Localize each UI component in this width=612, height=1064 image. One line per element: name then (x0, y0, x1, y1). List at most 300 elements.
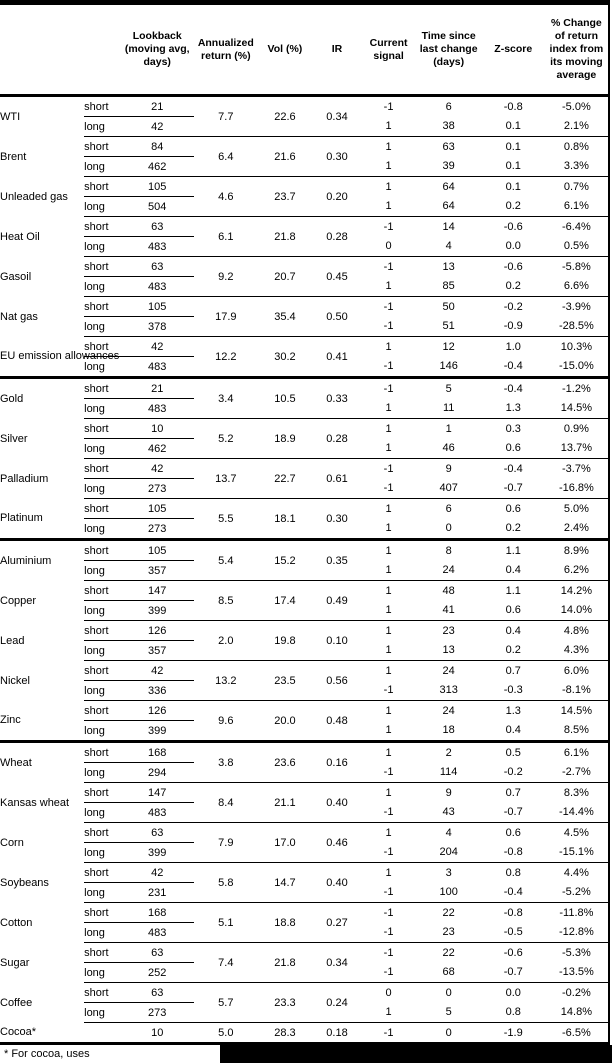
commodity-name: Silver (0, 432, 28, 445)
commodity-name: Platinum (0, 512, 43, 525)
footnote: * For cocoa, uses (0, 1045, 220, 1063)
lookback-value: 462 (120, 157, 194, 177)
annualized-return-value: 2.0 (194, 621, 257, 661)
pct-change-value: 4.4% (545, 863, 609, 883)
commodity-name: Wheat (0, 742, 84, 783)
time-since-value: 14 (416, 217, 482, 237)
leg-label: long (84, 1003, 120, 1023)
lookback-value: 273 (120, 1003, 194, 1023)
zscore-value: 0.8 (505, 1006, 521, 1019)
time-since-value: 313 (439, 684, 458, 697)
leg-label: long (84, 439, 120, 459)
time-since-value: 9 (416, 459, 482, 479)
leg-label: short (84, 581, 120, 601)
zscore-value: -0.6 (482, 217, 545, 237)
leg-label: long (84, 479, 120, 499)
table-row (0, 823, 609, 843)
lookback-value: 63 (120, 823, 194, 843)
ir-value: 0.48 (312, 701, 361, 742)
commodity-name: Unleaded gas (0, 190, 68, 203)
column-header-ir: IR (312, 3, 361, 96)
lookback-value: 42 (120, 863, 194, 883)
zscore-value: -0.3 (503, 684, 523, 697)
pct-change-value: 8.5% (563, 724, 589, 737)
pct-change-value: 2.1% (563, 120, 589, 133)
leg-label: long (84, 681, 120, 701)
lookback-value: 147 (120, 581, 194, 601)
signal-value: -1 (383, 766, 394, 779)
table-row (0, 661, 609, 681)
signal-value: 1 (362, 581, 416, 601)
commodity-name: Brent (0, 150, 27, 163)
column-header-pct-change: % Change of return index from its moving average (545, 3, 609, 96)
signal-value: 0 (385, 240, 392, 253)
zscore-value: 1.3 (482, 701, 545, 721)
commodity-name: Copper (0, 594, 37, 607)
leg-label: short (84, 177, 120, 197)
table-row (0, 943, 609, 963)
column-header-annualized-return: Annualized return (%) (194, 3, 257, 96)
zscore-value: 0.1 (482, 137, 545, 157)
pct-change-value: -3.7% (545, 459, 609, 479)
vol-value: 14.7 (257, 863, 312, 903)
pct-change-value: 6.0% (545, 661, 609, 681)
pct-change-value: 0.7% (545, 177, 609, 197)
lookback-value: 126 (120, 701, 194, 721)
time-since-value: 4 (416, 823, 482, 843)
pct-change-value: -8.1% (562, 684, 591, 697)
time-since-value: 407 (439, 482, 458, 495)
table-row (0, 96, 609, 117)
pct-change-value: -5.0% (562, 100, 591, 113)
zscore-value: -0.8 (482, 903, 545, 923)
pct-change-value: 4.5% (545, 823, 609, 843)
zscore-value: -0.4 (503, 360, 523, 373)
lookback-value: 336 (120, 681, 194, 701)
signal-value: 1 (385, 644, 392, 657)
vol-value: 10.5 (257, 378, 312, 419)
lookback-value: 357 (120, 641, 194, 661)
vol-value: 20.7 (257, 257, 312, 297)
time-since-value: 23 (442, 926, 455, 939)
annualized-return-value: 17.9 (194, 297, 257, 337)
leg-label: long (84, 117, 120, 137)
zscore-value: 0.4 (505, 724, 521, 737)
ir-value: 0.24 (312, 983, 361, 1023)
leg-label: short (84, 823, 120, 843)
signal-value: -1 (362, 217, 416, 237)
time-since-value: 22 (416, 903, 482, 923)
zscore-value: -0.9 (503, 320, 523, 333)
ir-value: 0.46 (312, 823, 361, 863)
signal-value: -1 (383, 482, 394, 495)
zscore-value: 0.0 (505, 240, 521, 253)
zscore-value: 0.6 (505, 442, 521, 455)
vol-value: 21.6 (257, 137, 312, 177)
table-row (0, 297, 609, 317)
leg-label: long (84, 519, 120, 540)
lookback-value: 252 (120, 963, 194, 983)
pct-change-value: -28.5% (558, 320, 594, 333)
zscore-value: 0.6 (482, 499, 545, 519)
lookback-value: 399 (120, 843, 194, 863)
leg-label: long (84, 763, 120, 783)
ir-value: 0.56 (312, 661, 361, 701)
annualized-return-value: 5.2 (194, 419, 257, 459)
table-row (0, 701, 609, 721)
signal-value: -1 (362, 459, 416, 479)
table-row (0, 419, 609, 439)
pct-change-value: -3.9% (545, 297, 609, 317)
pct-change-value: 4.8% (545, 621, 609, 641)
pct-change-value: -15.1% (558, 846, 594, 859)
time-since-value: 50 (416, 297, 482, 317)
annualized-return-value: 9.6 (194, 701, 257, 742)
lookback-value: 105 (120, 499, 194, 519)
vol-value: 18.9 (257, 419, 312, 459)
signal-value: 1 (385, 160, 392, 173)
pct-change-value: -6.4% (545, 217, 609, 237)
zscore-value: -0.8 (503, 846, 523, 859)
annualized-return-value: 5.5 (194, 499, 257, 540)
vol-value: 18.8 (257, 903, 312, 943)
time-since-value: 13 (416, 257, 482, 277)
time-since-value: 68 (442, 966, 455, 979)
pct-change-value: 6.1% (563, 200, 589, 213)
annualized-return-value: 4.6 (194, 177, 257, 217)
signal-value: 1 (385, 120, 392, 133)
lookback-value: 147 (120, 783, 194, 803)
pct-change-value: 0.8% (545, 137, 609, 157)
lookback-value: 105 (120, 297, 194, 317)
vol-value: 21.8 (257, 943, 312, 983)
table-row (0, 783, 609, 803)
lookback-value: 483 (120, 399, 194, 419)
time-since-value: 23 (416, 621, 482, 641)
annualized-return-value: 8.4 (194, 783, 257, 823)
commodity-name: Cotton (0, 916, 33, 929)
time-since-value: 8 (416, 540, 482, 561)
ir-value: 0.40 (312, 863, 361, 903)
annualized-return-value: 5.1 (194, 903, 257, 943)
annualized-return-value: 7.4 (194, 943, 257, 983)
zscore-value: 0.1 (482, 177, 545, 197)
ir-value: 0.27 (312, 903, 361, 943)
zscore-value: -0.7 (503, 806, 523, 819)
signal-value: 1 (362, 621, 416, 641)
signal-value: 1 (385, 724, 392, 737)
leg-label: short (84, 783, 120, 803)
lookback-value: 63 (120, 257, 194, 277)
vol-value: 30.2 (257, 337, 312, 378)
table-row (0, 217, 609, 237)
zscore-value: 0.2 (505, 522, 521, 535)
zscore-value: 1.3 (505, 402, 521, 415)
pct-change-value: 14.0% (560, 604, 592, 617)
ir-value: 0.28 (312, 419, 361, 459)
header-row (0, 3, 609, 96)
time-since-value: 12 (416, 337, 482, 357)
signal-value: -1 (362, 1023, 416, 1044)
pct-change-value: 14.2% (545, 581, 609, 601)
time-since-value: 51 (442, 320, 455, 333)
vol-value: 28.3 (257, 1023, 312, 1044)
leg-label: short (84, 943, 120, 963)
footer-redaction-bar (0, 1045, 612, 1063)
leg-label: long (84, 157, 120, 177)
commodity-name: Kansas wheat (0, 796, 70, 809)
column-header-commodity (0, 3, 84, 96)
lookback-value: 105 (120, 177, 194, 197)
signal-value: -1 (362, 903, 416, 923)
annualized-return-value: 3.8 (194, 742, 257, 783)
lookback-value: 168 (120, 903, 194, 923)
commodity-name: Sugar (0, 956, 30, 969)
pct-change-value: -1.2% (545, 378, 609, 399)
leg-label: long (84, 357, 120, 378)
lookback-value: 21 (120, 378, 194, 399)
lookback-value: 168 (120, 742, 194, 763)
vol-value: 19.8 (257, 621, 312, 661)
column-header-zscore: Z-score (482, 3, 545, 96)
table-row (0, 177, 609, 197)
signal-value: -1 (383, 360, 394, 373)
time-since-value: 114 (439, 766, 458, 779)
commodity-name: Palladium (0, 472, 49, 485)
pct-change-value: -2.7% (562, 766, 591, 779)
signal-value: 1 (362, 863, 416, 883)
pct-change-value: 14.5% (560, 402, 592, 415)
signal-value: -1 (383, 846, 394, 859)
zscore-value: 1.1 (482, 581, 545, 601)
column-header-time-since-last-change: Time since last change (days) (416, 3, 482, 96)
annualized-return-value: 5.7 (194, 983, 257, 1023)
leg-label: long (84, 803, 120, 823)
pct-change-value: -16.8% (558, 482, 594, 495)
table-row (0, 257, 609, 277)
annualized-return-value: 6.4 (194, 137, 257, 177)
table-body (0, 96, 609, 1044)
signal-value: 1 (362, 823, 416, 843)
table-row (0, 540, 609, 561)
annualized-return-value: 6.1 (194, 217, 257, 257)
leg-label: short (84, 540, 120, 561)
vol-value: 23.7 (257, 177, 312, 217)
pct-change-value: -5.2% (562, 886, 591, 899)
commodity-name: Zinc (0, 714, 21, 727)
table-row (0, 742, 609, 763)
commodity-name: EU emission allowances (0, 350, 120, 363)
table-row (0, 1023, 609, 1044)
zscore-value: -0.6 (482, 943, 545, 963)
leg-label (84, 1023, 120, 1044)
zscore-value: 0.1 (505, 120, 521, 133)
pct-change-value: 6.6% (563, 280, 589, 293)
pct-change-value: 0.9% (545, 419, 609, 439)
time-since-value: 146 (439, 360, 458, 373)
signal-value: 0 (362, 983, 416, 1003)
leg-label: long (84, 237, 120, 257)
time-since-value: 43 (442, 806, 455, 819)
zscore-value: -0.2 (503, 766, 523, 779)
pct-change-value: -6.5% (545, 1023, 609, 1044)
zscore-value: 0.1 (505, 160, 521, 173)
signal-value: 1 (362, 661, 416, 681)
lookback-value: 10 (120, 1023, 194, 1044)
vol-value: 22.6 (274, 110, 296, 123)
lookback-value: 105 (120, 540, 194, 561)
zscore-value: -0.4 (482, 378, 545, 399)
leg-label: long (84, 963, 120, 983)
lookback-value: 42 (120, 117, 194, 137)
signal-value: -1 (383, 806, 394, 819)
pct-change-value: 5.0% (545, 499, 609, 519)
table-row (0, 499, 609, 519)
vol-value: 15.2 (257, 540, 312, 581)
zscore-value: 1.1 (482, 540, 545, 561)
lookback-value: 483 (120, 357, 194, 378)
signal-value: 1 (385, 1006, 392, 1019)
lookback-value: 273 (120, 519, 194, 540)
zscore-value: 0.2 (505, 280, 521, 293)
table-row (0, 863, 609, 883)
commodity-name: Corn (0, 836, 24, 849)
leg-label: short (84, 257, 120, 277)
pct-change-value: 8.9% (545, 540, 609, 561)
commodity-name: Aluminium (0, 540, 84, 581)
zscore-value: -0.8 (503, 100, 523, 113)
leg-label: short (84, 459, 120, 479)
ir-value: 0.34 (312, 943, 361, 983)
commodity-name: Soybeans (0, 876, 49, 889)
commodity-name: WTI (0, 110, 21, 123)
annualized-return-value: 3.4 (194, 378, 257, 419)
commodity-name: Gasoil (0, 270, 32, 283)
leg-label: short (84, 419, 120, 439)
leg-label: short (84, 499, 120, 519)
signal-value: 1 (362, 137, 416, 157)
leg-label: short (84, 297, 120, 317)
zscore-value: 0.6 (482, 823, 545, 843)
time-since-value: 64 (442, 200, 455, 213)
time-since-value: 6 (416, 499, 482, 519)
pct-change-value: 6.1% (545, 742, 609, 763)
zscore-value: 0.3 (482, 419, 545, 439)
pct-change-value: 14.5% (545, 701, 609, 721)
annualized-return-value: 8.5 (194, 581, 257, 621)
pct-change-value: -15.0% (558, 360, 594, 373)
ir-value: 0.18 (312, 1023, 361, 1044)
leg-label: long (84, 601, 120, 621)
leg-label: short (84, 742, 120, 763)
signal-value: 1 (385, 200, 392, 213)
pct-change-value: 3.3% (563, 160, 589, 173)
ir-value: 0.61 (312, 459, 361, 499)
signal-value: 1 (362, 783, 416, 803)
annualized-return-value: 7.7 (218, 110, 234, 123)
time-since-value: 0 (416, 983, 482, 1003)
zscore-value: 0.6 (505, 604, 521, 617)
commodity-name: Heat Oil (0, 230, 40, 243)
zscore-value: -0.7 (503, 966, 523, 979)
time-since-value: 0 (416, 1023, 482, 1044)
zscore-value: 0.7 (482, 661, 545, 681)
zscore-value: -0.6 (482, 257, 545, 277)
vol-value: 18.1 (257, 499, 312, 540)
signal-value: 1 (362, 499, 416, 519)
commodity-name: Gold (0, 378, 84, 419)
table-row (0, 983, 609, 1003)
lookback-value: 483 (120, 923, 194, 943)
annualized-return-value: 5.0 (194, 1023, 257, 1044)
time-since-value: 85 (442, 280, 455, 293)
lookback-value: 357 (120, 561, 194, 581)
signal-value: -1 (383, 100, 394, 113)
zscore-value: 0.4 (505, 564, 521, 577)
lookback-value: 21 (151, 100, 164, 113)
leg-label: long (84, 721, 120, 742)
time-since-value: 64 (416, 177, 482, 197)
signal-value: 1 (362, 337, 416, 357)
zscore-value: -0.5 (503, 926, 523, 939)
ir-value: 0.34 (326, 110, 348, 123)
time-since-value: 48 (416, 581, 482, 601)
lookback-value: 399 (120, 601, 194, 621)
time-since-value: 100 (439, 886, 458, 899)
time-since-value: 5 (445, 1006, 452, 1019)
ir-value: 0.50 (312, 297, 361, 337)
time-since-value: 11 (442, 402, 455, 415)
lookback-value: 84 (120, 137, 194, 157)
vol-value: 20.0 (257, 701, 312, 742)
lookback-value: 42 (120, 459, 194, 479)
lookback-value: 231 (120, 883, 194, 903)
time-since-value: 4 (445, 240, 452, 253)
lookback-value: 294 (120, 763, 194, 783)
pct-change-value: 0.5% (563, 240, 589, 253)
ir-value: 0.10 (312, 621, 361, 661)
leg-label: long (84, 317, 120, 337)
time-since-value: 5 (416, 378, 482, 399)
leg-label: long (84, 641, 120, 661)
pct-change-value: 10.3% (545, 337, 609, 357)
time-since-value: 24 (416, 701, 482, 721)
table-row (0, 337, 609, 357)
leg-label: long (84, 399, 120, 419)
ir-value: 0.30 (312, 137, 361, 177)
lookback-value: 63 (120, 217, 194, 237)
leg-label: short (84, 378, 120, 399)
leg-label: short (84, 100, 109, 113)
signal-value: 1 (385, 522, 392, 535)
commodity-name: Nat gas (0, 310, 38, 323)
commodity-name: Nickel (0, 674, 30, 687)
lookback-value: 63 (120, 983, 194, 1003)
zscore-value: -1.9 (482, 1023, 545, 1044)
vol-value: 17.0 (257, 823, 312, 863)
vol-value: 22.7 (257, 459, 312, 499)
commodity-name: Lead (0, 634, 25, 647)
lookback-value: 63 (120, 943, 194, 963)
lookback-value: 126 (120, 621, 194, 641)
lookback-value: 483 (120, 237, 194, 257)
zscore-value: 0.2 (505, 200, 521, 213)
ir-value: 0.30 (312, 499, 361, 540)
annualized-return-value: 5.4 (194, 540, 257, 581)
leg-label: short (84, 337, 120, 357)
zscore-value: 0.8 (482, 863, 545, 883)
signal-value: 1 (385, 442, 392, 455)
